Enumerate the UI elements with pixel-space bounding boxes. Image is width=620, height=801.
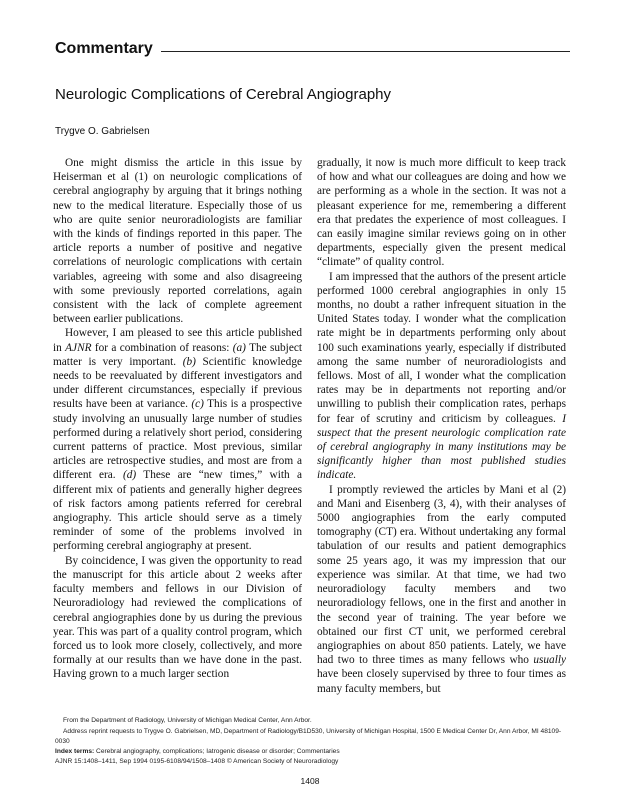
affiliation-note: From the Department of Radiology, University of Michigan Medical Center, Ann Arbor.: [63, 717, 312, 724]
section-label: Commentary: [55, 40, 153, 57]
paragraph: gradually, it now is much more difficult to keep track of how and what our colleagues are doing and how we are performing as a whole in the section. It was not a pleasant experience for me, remembering a different era that predates the experience of most colleagues. I can easily imagine similar reviews going on in other departments, especially given the present medical “climate” of quality control.: [317, 157, 566, 269]
author-name: Trygve O. Gabrielsen: [55, 126, 150, 137]
section-header: [55, 40, 570, 58]
citation-line: AJNR 15:1408–1411, Sep 1994 0195-6108/94/1508–1408 © American Society of Neuroradiology: [55, 758, 339, 765]
paragraph: By coincidence, I was given the opportunity to read the manuscript for this article about 2 weeks after faculty members and fellows in our Division of Neuroradiology had reviewed the complications of cerebral angiographies done by us during the previous year. This was part of a quality control program, which forced us to look more closely, collectively, and more formally at our results than we have done in the past. Having grown to a much larger section: [53, 554, 302, 681]
right-column: [317, 156, 566, 696]
left-column: [53, 156, 302, 682]
emphasis-text: I suspect that the present neurologic complication rate of cerebral angiography in many institutions may be significantly higher than most published studies indicate.: [317, 412, 566, 482]
paragraph: One might dismiss the article in this issue by Heiserman et al (1) on neurologic complications of cerebral angiography by arguing that it brings nothing new to the medical literature. Especially those of us who are quite senior neuroradiologists are familiar with the kinds of findings reported in this paper. The article reports a number of positive and negative correlations of neurologic complications with certain variables, agreeing with some and also disagreeing with some previously reported correlations, again consistent with the lack of complete agreement between earlier publications.: [53, 157, 302, 326]
page-number: 1408: [300, 776, 320, 786]
article-title: Neurologic Complications of Cerebral Angiography: [55, 86, 392, 103]
paragraph: I promptly reviewed the articles by Mani et al (2) and Mani and Eisenberg (3, 4), with their analyses of 5000 angiographies from the early computed tomography (CT) era. Without undertaking any formal tabulation of our results and patient demographics some 25 years ago, it was my impression that our experience was similar. At that time, we had two neuroradiology faculty members and two neuroradiology fellows, one in the first and another in the second year of training. The year before we obtained our first CT unit, we performed cerebral angiographies on about 850 patients. Lately, we have had two to three times as many fellows who usually have been closely supervised by three to four times as many faculty members, but: [317, 483, 566, 695]
paragraph: I am impressed that the authors of the present article performed 1000 cerebral angiographies in only 15 months, no doubt a rather infrequent situation in the United States today. I wonder what the complication rate might be in departments performing only about 100 such examinations yearly, especially if distributed among the same number of neuroradiologists and fellows. Most of all, I wonder what the complication rates may be in departments not reporting and/or unwilling to publish their complication rates, perhaps for fear of scrutiny and criticism by colleagues. I suspect that the present neurologic complication rate of cerebral angiography in many institutions may be significantly higher than most published studies indicate.: [317, 270, 566, 482]
paragraph: However, I am pleased to see this article published in AJNR for a combination of reasons: (a) The subject matter is very important. (b) Scientific knowledge needs to be reevaluated by different investigators and under different circumstances, especially if previous results have been at variance. (c) This is a prospective study involving an unusually large number of studies performed during a relatively short period, considering current patterns of practice. Most previous, similar articles are retrospective studies, and most are from a different era. (d) These are “new times,” with a different mix of patients and generally higher degrees of risk factors among patients referred for cerebral angiography. This article should serve as a timely reminder of some of the problems involved in performing cerebral angiography at present.: [53, 327, 302, 553]
footnotes: [55, 716, 570, 767]
section-rule: [161, 51, 570, 52]
index-terms: Index terms: Cerebral angiography, complications; Iatrogenic disease or disorder; Commentaries: [55, 748, 340, 755]
reprint-note: Address reprint requests to Trygve O. Gabrielsen, MD, Department of Radiology/B1D530, University of Michigan Hospital, 1500 E Medical Center Dr, Ann Arbor, MI 48109-0030: [55, 728, 562, 745]
